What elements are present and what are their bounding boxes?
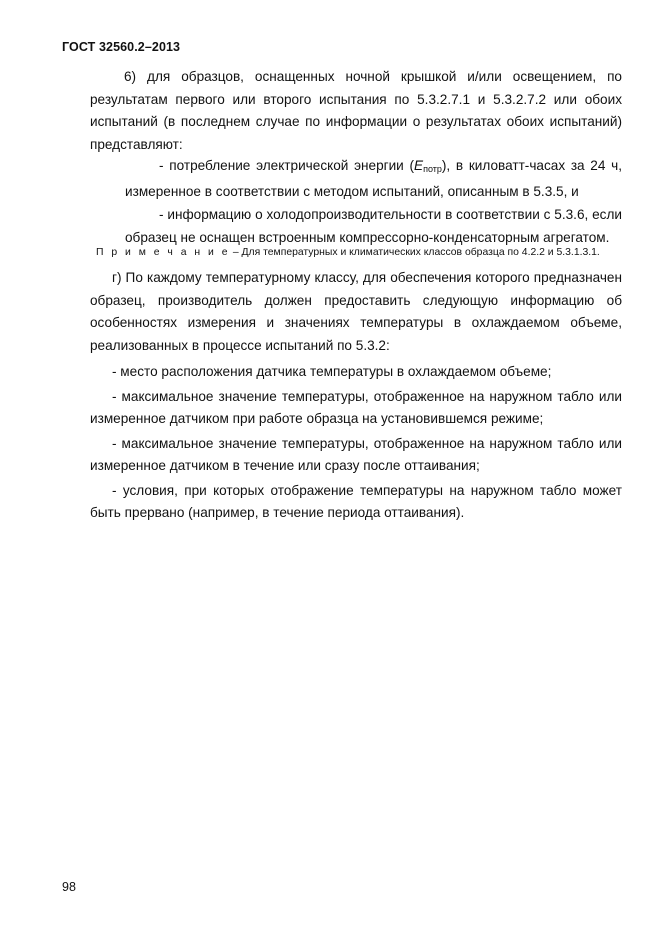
list-item: - максимальное значение температуры, отображенное на наружном табло или измеренное датчиком при работе образца на установившемся режиме; <box>90 388 622 426</box>
list-item: - условия, при которых отображение температуры на наружном табло может быть прервано (например, в течение периода оттаивания). <box>90 482 622 520</box>
list-item: - место расположения датчика температуры в охлаждаемом объеме; <box>112 364 552 379</box>
bullet-cooling-capacity <box>125 204 622 249</box>
bullet-energy-consumption <box>125 155 622 203</box>
paragraph-6 <box>90 66 622 156</box>
bullet-energy-text <box>125 155 622 203</box>
energy-symbol: E <box>414 158 424 173</box>
energy-subscript: потр <box>423 164 442 174</box>
bullet-cooling-text: - информацию о холодопроизводительности в соответствии с 5.3.6, если образец не оснащен встроенным компрессорно-конденсаторным агрегатом. <box>125 207 622 245</box>
note-text: – Для температурных и климатических классов образца по 4.2.2 и 5.3.1.3.1. <box>229 247 600 258</box>
paragraph-g <box>90 267 622 357</box>
page-number: 98 <box>62 880 76 894</box>
item-list <box>90 361 622 525</box>
note <box>96 247 600 258</box>
list-item: - максимальное значение температуры, отображенное на наружном табло или измеренное датчиком в течение или сразу после оттаивания; <box>90 435 622 473</box>
document-header: ГОСТ 32560.2–2013 <box>62 40 181 54</box>
note-label: П р и м е ч а н и е <box>96 247 230 258</box>
paragraph-6-text: 6) для образцов, оснащенных ночной крышкой и/или освещением, по результатам первого или второго испытания по 5.3.2.7.1 и 5.3.2.7.2 или обоих испытаний (в последнем случае по информации о результатах обоих испытаний) представляют: <box>90 69 622 152</box>
bullet-energy-before: - потребление электрической энергии ( <box>159 158 415 173</box>
bullet-energy-after: ), в киловатт-часах за 24 ч, измеренное в соответствии с методом испытаний, описанным в 5.3.5, и <box>125 158 622 199</box>
paragraph-g-text: г) По каждому температурному классу, для обеспечения которого предназначен образец, производитель должен предоставить следующую информацию об особенностях измерения и значениях температуры в охлаждаемом объеме, реализованных в процессе испытаний по 5.3.2: <box>90 270 622 353</box>
